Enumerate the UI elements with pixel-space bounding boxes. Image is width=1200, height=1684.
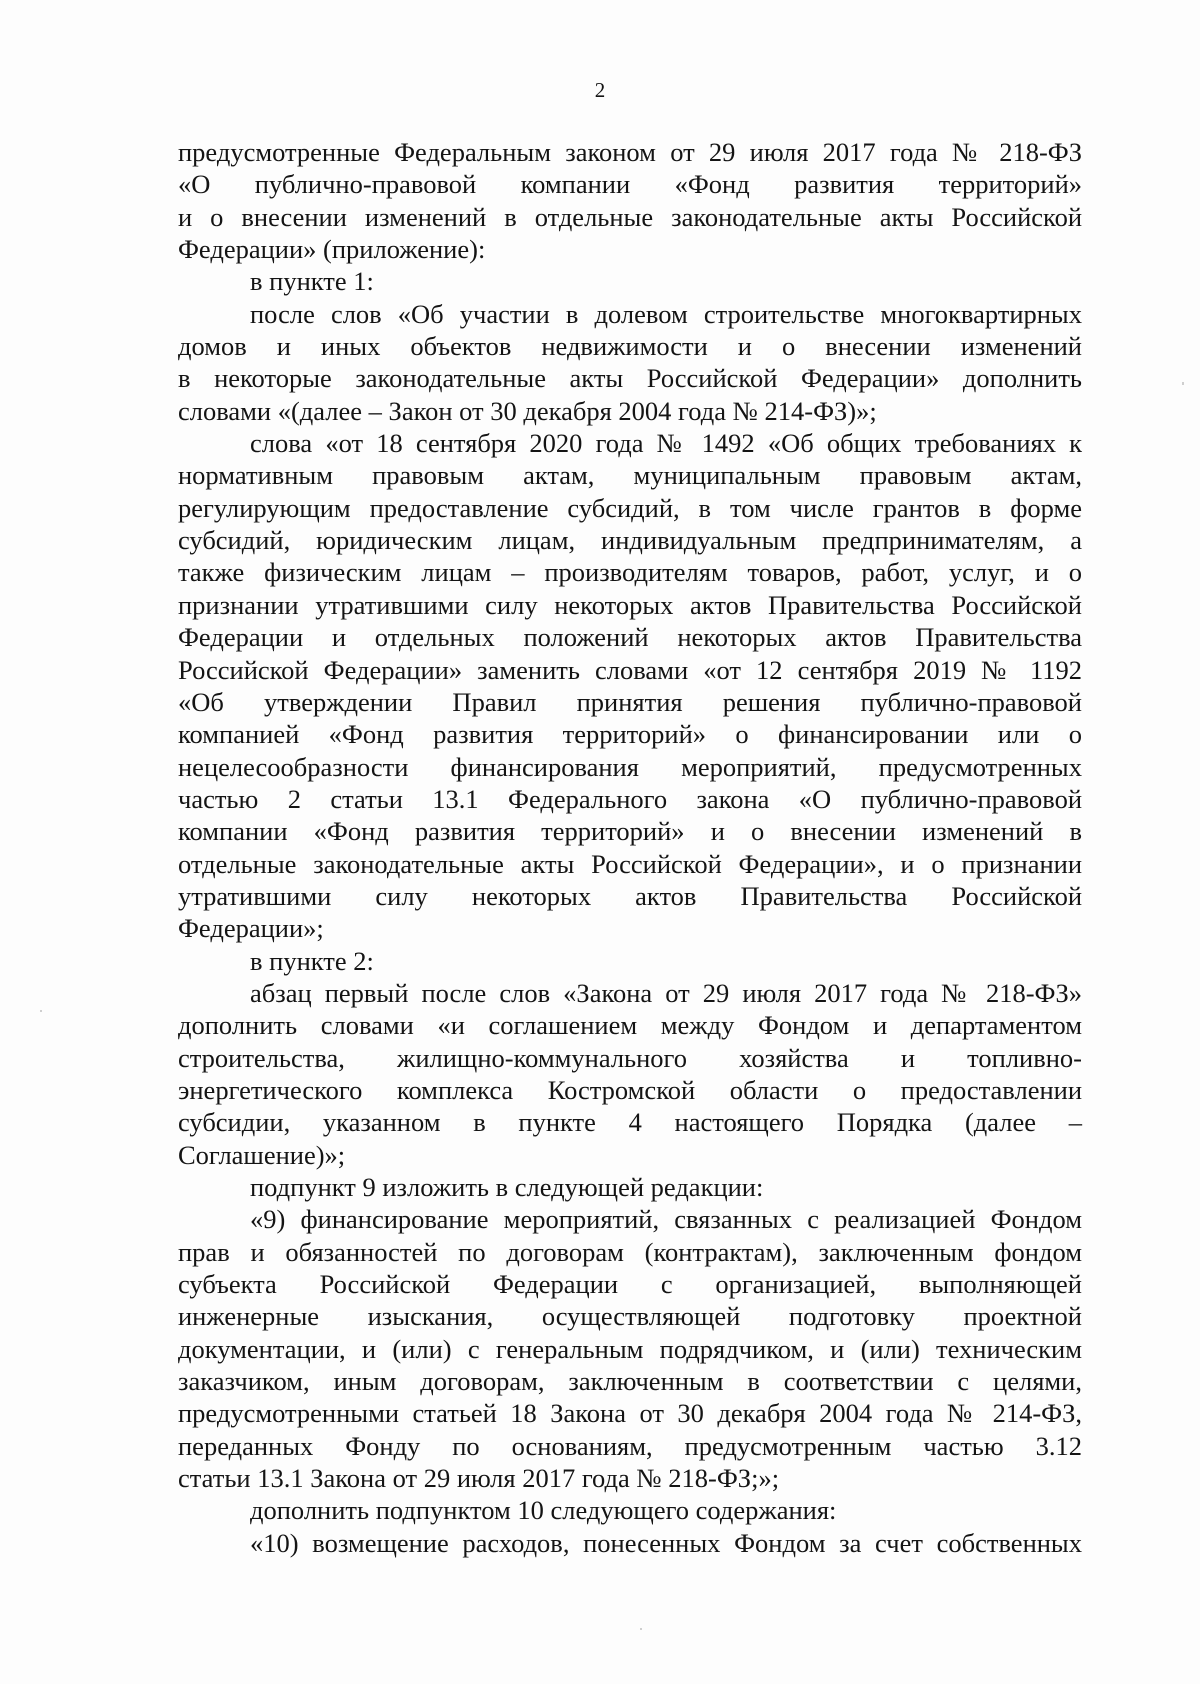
text-line: статьи 13.1 Закона от 29 июля 2017 года № 218-ФЗ;»; bbox=[178, 1463, 780, 1494]
scan-speck bbox=[40, 1010, 42, 1012]
text-line: Федерации и отдельных положений некоторых актов Правительства bbox=[178, 622, 1082, 653]
text-line: строительства, жилищно-коммунального хозяйства и топливно- bbox=[178, 1042, 1082, 1073]
text-line: компании «Фонд развития территорий» и о внесении изменений в bbox=[178, 816, 1082, 847]
text-line: в некоторые законодательные акты Российской Федерации» дополнить bbox=[178, 363, 1082, 394]
text-line: заказчиком, иным договорам, заключенным в соответствии с целями, bbox=[178, 1366, 1082, 1397]
text-line: абзац первый после слов «Закона от 29 июля 2017 года № 218-ФЗ» bbox=[250, 977, 1082, 1008]
text-line: в пункте 1: bbox=[250, 266, 374, 297]
text-line: Соглашение)»; bbox=[178, 1139, 346, 1170]
text-line: инженерные изыскания, осуществляющей подготовку проектной bbox=[178, 1301, 1082, 1332]
text-line: регулирующим предоставление субсидий, в том числе грантов в форме bbox=[178, 492, 1082, 523]
text-line: дополнить словами «и соглашением между Фондом и департаментом bbox=[178, 1010, 1082, 1041]
text-line: «Об утверждении Правил принятия решения публично-правовой bbox=[178, 686, 1082, 717]
text-line: Федерации» (приложение): bbox=[178, 234, 486, 265]
text-line: и о внесении изменений в отдельные законодательные акты Российской bbox=[178, 201, 1082, 232]
text-line: также физическим лицам – производителям товаров, работ, услуг, и о bbox=[178, 557, 1082, 588]
document-body bbox=[178, 136, 1082, 1559]
text-line: субъекта Российской Федерации с организацией, выполняющей bbox=[178, 1269, 1082, 1300]
text-line: энергетического комплекса Костромской области о предоставлении bbox=[178, 1074, 1082, 1105]
text-line: предусмотренными статьей 18 Закона от 30 декабря 2004 года № 214-ФЗ, bbox=[178, 1398, 1082, 1429]
text-line: дополнить подпунктом 10 следующего содержания: bbox=[250, 1495, 837, 1526]
text-line: субсидий, юридическим лицам, индивидуальным предпринимателям, а bbox=[178, 525, 1082, 556]
text-line: Федерации»; bbox=[178, 913, 324, 944]
text-line: нецелесообразности финансирования мероприятий, предусмотренных bbox=[178, 751, 1082, 782]
text-line: подпункт 9 изложить в следующей редакции: bbox=[250, 1172, 764, 1202]
text-line: утратившими силу некоторых актов Правительства Российской bbox=[178, 880, 1082, 911]
text-line: компанией «Фонд развития территорий» о финансировании или о bbox=[178, 719, 1082, 750]
text-line: Российской Федерации» заменить словами «от 12 сентября 2019 № 1192 bbox=[178, 654, 1082, 685]
text-line: «9) финансирование мероприятий, связанных с реализацией Фондом bbox=[250, 1204, 1082, 1235]
text-line: признании утратившими силу некоторых актов Правительства Российской bbox=[178, 589, 1082, 620]
text-line: нормативным правовым актам, муниципальным правовым актам, bbox=[178, 460, 1082, 491]
text-line: документации, и (или) с генеральным подрядчиком, и (или) техническим bbox=[178, 1333, 1082, 1364]
text-line: предусмотренные Федеральным законом от 29 июля 2017 года № 218-ФЗ bbox=[178, 137, 1082, 167]
text-line: прав и обязанностей по договорам (контрактам), заключенным фондом bbox=[178, 1236, 1082, 1267]
text-line: домов и иных объектов недвижимости и о внесении изменений bbox=[178, 331, 1082, 362]
text-line: словами «(далее – Закон от 30 декабря 2004 года № 214-ФЗ)»; bbox=[178, 395, 877, 426]
text-line: слова «от 18 сентября 2020 года № 1492 «Об общих требованиях к bbox=[250, 428, 1082, 459]
text-line: «10) возмещение расходов, понесенных Фондом за счет собственных bbox=[250, 1527, 1082, 1558]
text-line: в пункте 2: bbox=[250, 945, 374, 976]
scan-speck bbox=[640, 1628, 642, 1630]
text-line: переданных Фонду по основаниям, предусмотренным частью 3.12 bbox=[178, 1430, 1082, 1461]
text-line: частью 2 статьи 13.1 Федерального закона «О публично-правовой bbox=[178, 783, 1082, 814]
text-line: «О публично-правовой компании «Фонд развития территорий» bbox=[178, 169, 1082, 200]
text-line: отдельные законодательные акты Российской Федерации», и о признании bbox=[178, 848, 1082, 879]
text-line: после слов «Об участии в долевом строительстве многоквартирных bbox=[250, 298, 1082, 329]
scan-speck bbox=[1182, 382, 1184, 385]
text-line: субсидии, указанном в пункте 4 настоящего Порядка (далее – bbox=[178, 1107, 1082, 1138]
page-number: 2 bbox=[594, 78, 606, 102]
